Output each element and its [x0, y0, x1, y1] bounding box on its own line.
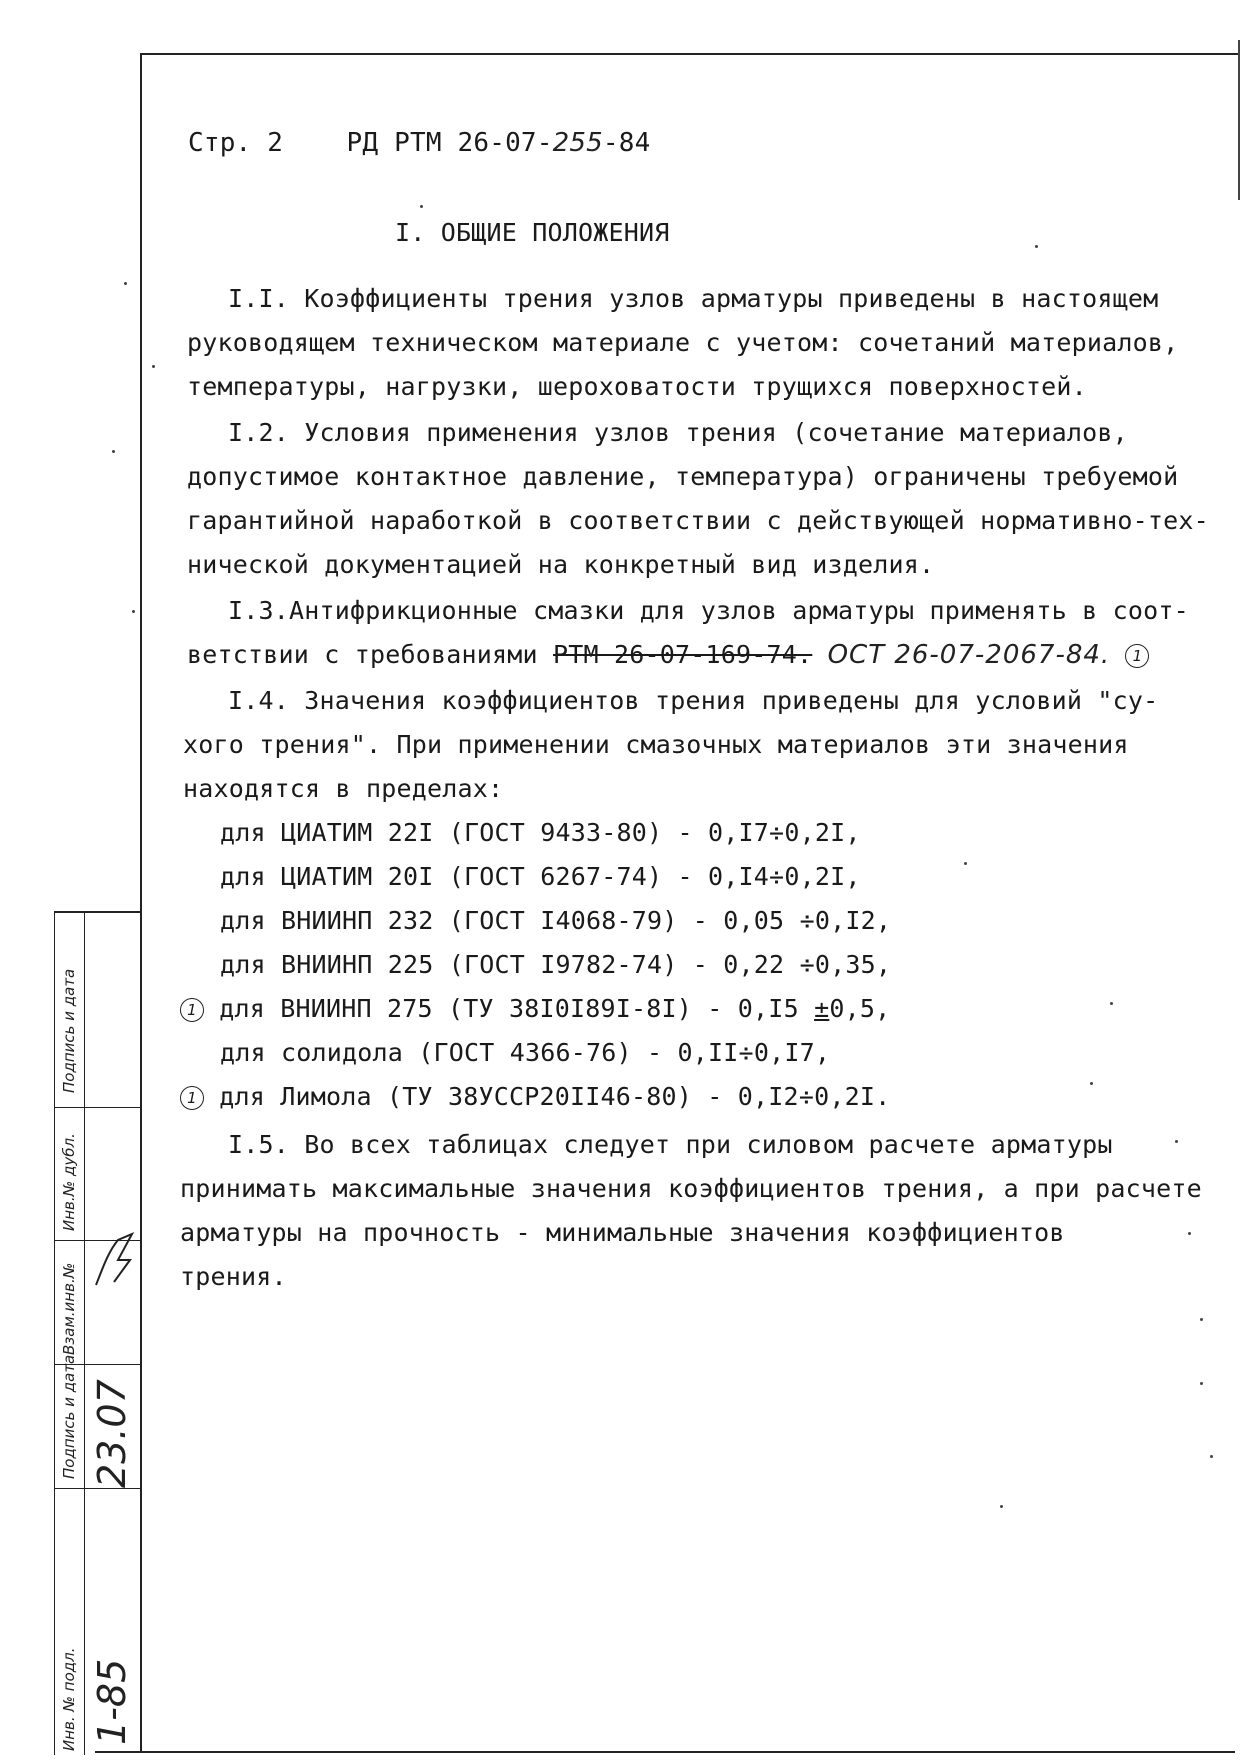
scan-speck: [1110, 1002, 1113, 1005]
paragraph-1-3-line-2: [187, 640, 1149, 670]
scan-speck: [1200, 1382, 1203, 1385]
paragraph-1-4-line-2: хого трения". При применении смазочных материалов эти значения: [183, 730, 1129, 759]
scan-speck: [1035, 245, 1038, 248]
paragraph-1-2-line-1: I.2. Условия применения узлов трения (сочетание материалов,: [228, 418, 1128, 447]
paragraph-1-4-line-1: I.4. Значения коэффициентов трения приведены для условий "су-: [228, 686, 1159, 715]
scan-speck: [420, 205, 423, 208]
lubricant-name: для солидола (ГОСТ 4366-76) - 0,II: [220, 1038, 739, 1067]
paragraph-1-1-line-3: температуры, нагрузки, шероховатости трущихся поверхностей.: [187, 372, 1087, 401]
handwritten-reference: ОСТ 26-07-2067-84.: [827, 640, 1111, 670]
scan-speck: [1175, 1140, 1178, 1143]
lubricant-name: для ЦИАТИМ 22I (ГОСТ 9433-80) - 0,I7: [220, 818, 770, 847]
stamp-column-divider: [84, 913, 85, 1755]
scan-speck: [132, 610, 135, 613]
section-title: I. ОБЩИЕ ПОЛОЖЕНИЯ: [395, 218, 670, 247]
lubricant-name: для ВНИИНП 275 (ТУ 38I0I89I-8I) - 0,I5: [219, 994, 815, 1023]
page-header: [188, 128, 650, 158]
scan-speck: [124, 282, 127, 285]
lubricant-item: [220, 862, 861, 891]
paragraph-1-4-line-3: находятся в пределах:: [183, 774, 504, 803]
lubricant-name: для ЦИАТИМ 20I (ГОСТ 6267-74) - 0,I4: [220, 862, 770, 891]
lubricant-upper: 0,2I,: [784, 818, 861, 847]
scan-speck: [1210, 1455, 1213, 1458]
revision-mark-icon: 1: [180, 998, 204, 1022]
stamp-column-divider: [54, 913, 55, 1755]
handwritten-date: 23.07: [90, 1379, 134, 1488]
lubricant-item: [220, 950, 891, 979]
margin-stamp-block: [54, 911, 140, 1755]
paragraph-1-1-line-2: руководящем техническом материале с учетом: сочетаний материалов,: [187, 328, 1179, 357]
scan-speck: [1200, 1318, 1203, 1321]
struck-reference: РТМ 26-07-169-74.: [553, 640, 813, 669]
range-separator: ÷: [769, 818, 785, 847]
doc-code-handwritten: 255: [552, 128, 603, 158]
scan-speck: [152, 365, 155, 368]
signature-scribble: [88, 1230, 138, 1290]
lubricant-upper: 0,I7,: [753, 1038, 831, 1067]
range-separator: ÷: [769, 862, 785, 891]
paragraph-1-2-line-2: допустимое контактное давление, температура) ограничены требуемой: [187, 462, 1179, 491]
lubricant-upper: 0,35,: [814, 950, 892, 979]
doc-code-suffix: -84: [602, 128, 651, 158]
lubricant-item: [180, 994, 890, 1023]
paragraph-1-5-line-1: I.5. Во всех таблицах следует при силовом расчете арматуры: [228, 1130, 1113, 1159]
lubricant-item: [220, 906, 891, 935]
scan-speck: [1188, 1232, 1191, 1235]
stamp-label-replace-inv: Взам.инв.№: [60, 1262, 78, 1355]
paragraph-1-5-line-2: принимать максимальные значения коэффициентов трения, а при расчете: [180, 1174, 1202, 1203]
paragraph-1-2-line-3: гарантийной наработкой в соответствии с действующей нормативно-тех-: [187, 506, 1209, 535]
frame-right-tick: [1238, 40, 1240, 200]
lubricant-name: для Лимола (ТУ 38УССР20II46-80) - 0,I2: [219, 1082, 799, 1111]
page-label: Стр. 2: [188, 128, 284, 158]
scan-speck: [1090, 1082, 1093, 1085]
lubricant-upper: 0,2I.: [814, 1082, 891, 1111]
revision-mark-icon: 1: [180, 1086, 204, 1110]
lubricant-name: для ВНИИНП 225 (ГОСТ I9782-74) - 0,22: [220, 950, 800, 979]
frame-left-border: [140, 53, 142, 1753]
stamp-label-sign-date: Подпись и дата: [60, 1354, 78, 1479]
lubricant-upper: 0,I2,: [814, 906, 892, 935]
stamp-label-inv-dup: Инв.№ дубл.: [60, 1133, 78, 1231]
paragraph-1-3-prefix: ветствии с требованиями: [187, 640, 554, 669]
range-separator: ÷: [799, 950, 815, 979]
stamp-label-sign-date-2: Подпись и дата: [60, 968, 78, 1093]
scan-speck: [964, 862, 967, 865]
handwritten-inv-number: 1-85: [90, 1658, 134, 1745]
frame-top-border: [140, 53, 1240, 55]
range-separator: ÷: [738, 1038, 754, 1067]
scan-speck: [1000, 1505, 1003, 1508]
stamp-label-inv-orig: Инв. № подл.: [60, 1647, 78, 1751]
paragraph-1-5-line-4: трения.: [180, 1262, 287, 1291]
stamp-row-divider: [54, 1488, 140, 1489]
lubricant-upper: 0,2I,: [784, 862, 861, 891]
range-separator: ÷: [798, 1082, 815, 1111]
lubricant-item: [220, 818, 861, 847]
range-separator: ÷: [799, 906, 815, 935]
revision-mark-icon: 1: [1125, 644, 1149, 668]
paragraph-1-5-line-3: арматуры на прочность - минимальные значения коэффициентов: [180, 1218, 1065, 1247]
paragraph-1-3-line-1: I.3.Антифрикционные смазки для узлов арматуры применять в соот-: [228, 596, 1189, 625]
paragraph-1-2-line-4: нической документацией на конкретный вид изделия.: [187, 550, 935, 579]
lubricant-item: [180, 1082, 890, 1111]
stamp-row-divider: [54, 1107, 140, 1108]
lubricant-name: для ВНИИНП 232 (ГОСТ I4068-79) - 0,05: [220, 906, 800, 935]
lubricant-item: [220, 1038, 830, 1067]
paragraph-1-1-line-1: I.I. Коэффициенты трения узлов арматуры приведены в настоящем: [228, 284, 1159, 313]
frame-bottom-border: [95, 1751, 1235, 1753]
doc-code: РД РТМ 26-07-: [346, 128, 553, 158]
lubricant-upper: 0,5,: [829, 994, 891, 1023]
range-separator: ±: [814, 994, 830, 1023]
scan-speck: [112, 450, 115, 453]
